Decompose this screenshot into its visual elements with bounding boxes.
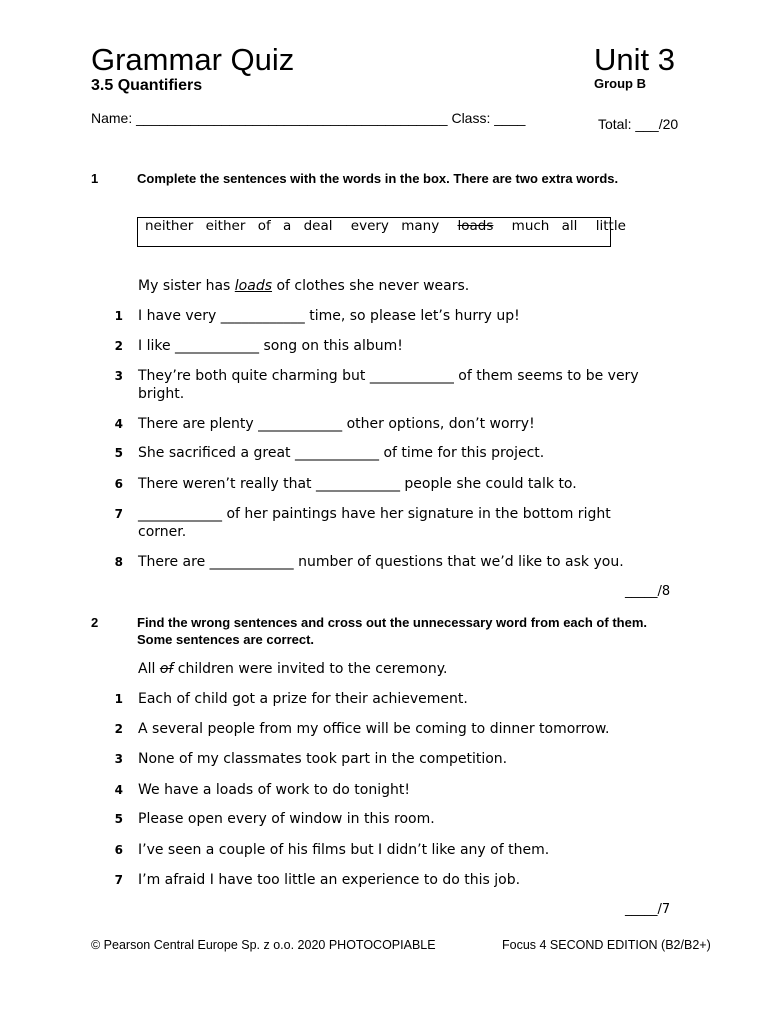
example-text: All [138, 661, 160, 677]
item-number: 2 [114, 722, 123, 736]
word-box-item: a [283, 218, 292, 234]
question-item: There are plenty ____________ other options, don’t worry! [138, 416, 535, 432]
exercise-2-score: _____/7 [625, 902, 671, 917]
item-number: 8 [114, 555, 123, 569]
question-item: Please open every of window in this room. [138, 811, 435, 827]
item-number: 7 [114, 507, 123, 521]
item-number: 4 [114, 783, 123, 797]
example-text: of clothes she never wears. [272, 278, 470, 294]
footer-edition: Focus 4 SECOND EDITION (B2/B2+) [502, 938, 711, 952]
word-box-item: little [595, 218, 626, 234]
item-number: 4 [114, 417, 123, 431]
question-item: She sacrificed a great ____________ of time for this project. [138, 445, 545, 461]
exercise-1-example [138, 277, 663, 295]
example-text: children were invited to the ceremony. [173, 661, 448, 677]
question-item: I like ____________ song on this album! [138, 338, 403, 354]
example-text: My sister has [138, 278, 235, 294]
word-box-item-struck: loads [457, 218, 494, 234]
exercise-2-instruction: Find the wrong sentences and cross out the unnecessary word from each of them. Some sentences are correct. [137, 615, 647, 647]
question-item: None of my classmates took part in the competition. [138, 751, 508, 767]
word-box-item: all [561, 218, 578, 234]
name-class-field: Name: ________________________________________ Class: ____ [91, 110, 526, 126]
word-box-item: much [511, 218, 550, 234]
word-box-item: neither [145, 218, 194, 234]
item-number: 5 [114, 446, 123, 460]
exercise-1-number: 1 [91, 171, 99, 186]
word-box-item: either [205, 218, 246, 234]
item-number: 2 [114, 339, 123, 353]
exercise-2-example [138, 660, 663, 678]
item-number: 6 [114, 843, 123, 857]
word-box-item: of [257, 218, 271, 234]
question-item: There weren’t really that ____________ people she could talk to. [138, 476, 577, 492]
question-item: I’m afraid I have too little an experience to do this job. [138, 872, 521, 888]
question-item: I have very ____________ time, so please let’s hurry up! [138, 308, 520, 324]
question-item: I’ve seen a couple of his films but I didn’t like any of them. [138, 842, 550, 858]
example-answer: of [159, 661, 174, 677]
question-item: They’re both quite charming but ____________ of them seems to be very bright. [138, 368, 639, 402]
question-item: We have a loads of work to do tonight! [138, 782, 410, 798]
question-item: Each of child got a prize for their achievement. [138, 691, 468, 707]
item-number: 6 [114, 477, 123, 491]
word-box [137, 217, 626, 247]
word-box-item: every [350, 218, 389, 234]
group-label: Group B [594, 76, 646, 91]
question-item: A several people from my office will be coming to dinner tomorrow. [138, 721, 610, 737]
item-number: 3 [114, 369, 123, 383]
exercise-2-number: 2 [91, 615, 99, 630]
exercise-1-instruction: Complete the sentences with the words in the box. There are two extra words. [137, 171, 619, 186]
exercise-1-score: _____/8 [625, 584, 671, 599]
item-number: 5 [114, 812, 123, 826]
item-number: 7 [114, 873, 123, 887]
page-subtitle: 3.5 Quantifiers [91, 77, 203, 94]
unit-label: Unit 3 [594, 42, 675, 77]
word-box-item: deal [303, 218, 333, 234]
footer-copyright: © Pearson Central Europe Sp. z o.o. 2020 PHOTOCOPIABLE [91, 938, 436, 952]
total-score: Total: ___/20 [598, 116, 679, 132]
item-number: 1 [114, 692, 123, 706]
word-box-item: many [401, 218, 440, 234]
item-number: 3 [114, 752, 123, 766]
question-item: There are ____________ number of questions that we’d like to ask you. [138, 554, 624, 570]
item-number: 1 [114, 309, 123, 323]
example-answer: loads [234, 278, 273, 294]
question-item: ____________ of her paintings have her signature in the bottom right corner. [138, 506, 611, 540]
page-title: Grammar Quiz [91, 42, 295, 77]
